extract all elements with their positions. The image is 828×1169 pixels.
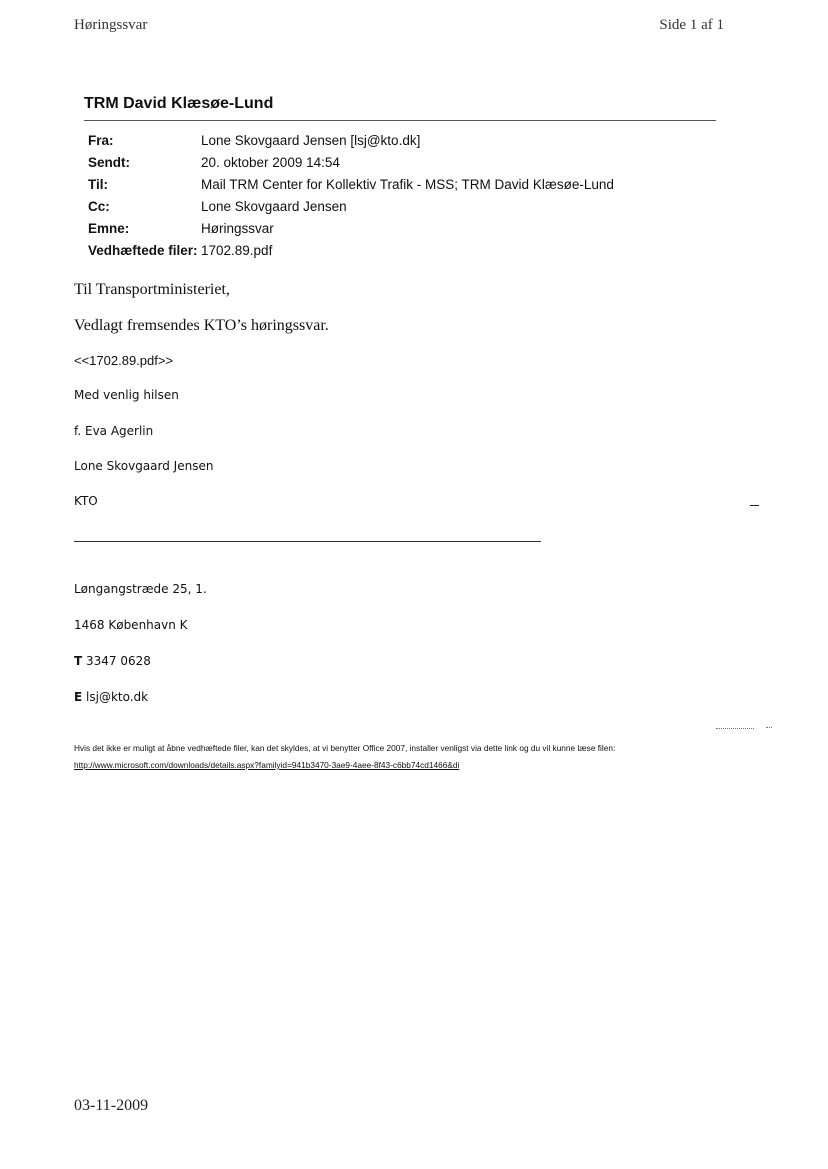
title-divider [84,120,716,121]
intro-line: Vedlagt fremsendes KTO’s høringssvar. [74,317,329,334]
header-label: Vedhæftede filer: [88,243,198,258]
header-label: Fra: [88,133,114,148]
scan-speck [766,727,772,728]
header-label: Sendt: [88,155,130,170]
email-line [74,690,148,704]
download-link[interactable]: http://www.microsoft.com/downloads/details.aspx?familyid=941b3470-3ae9-4aee-8f43-c6bb74cd1466&di [74,760,460,770]
signature-divider [74,541,541,542]
header-label: Cc: [88,199,110,214]
header-value: Lone Skovgaard Jensen [201,199,347,214]
header-value: Lone Skovgaard Jensen [lsj@kto.dk] [201,133,421,148]
scan-speck [716,728,754,729]
header-label: Emne: [88,221,130,236]
address-street: Løngangstræde 25, 1. [74,582,207,596]
header-value: Mail TRM Center for Kollektiv Trafik - MSS; TRM David Klæsøe-Lund [201,177,614,192]
header-value: 1702.89.pdf [201,243,273,258]
greeting: Til Transportministeriet, [74,281,230,298]
phone-label: T [74,654,83,668]
running-head-right: Side 1 af 1 [659,17,724,33]
header-label: Til: [88,177,108,192]
header-value: Høringssvar [201,221,274,236]
sender-title: TRM David Klæsøe-Lund [84,95,274,112]
running-head-left: Høringssvar [74,17,148,33]
office-notice [74,740,724,774]
organization-name: KTO [74,494,98,508]
phone-line [74,654,151,668]
header-value: 20. oktober 2009 14:54 [201,155,340,170]
closing-line: Med venlig hilsen [74,388,179,402]
address-city: 1468 København K [74,618,188,632]
email-address: lsj@kto.dk [86,690,149,704]
phone-number: 3347 0628 [86,654,151,668]
notice-text: Hvis det ikke er muligt at åbne vedhæftede filer, kan det skyldes, at vi benytter Office 2007, installer venligst via dette link og du vil kunne læse filen: [74,743,616,753]
print-date: 03-11-2009 [74,1097,149,1114]
email-label: E [74,690,83,704]
on-behalf-line: f. Eva Agerlin [74,424,154,438]
attachment-reference: <<1702.89.pdf>> [74,353,174,368]
sender-name: Lone Skovgaard Jensen [74,459,214,473]
margin-mark [750,505,759,506]
